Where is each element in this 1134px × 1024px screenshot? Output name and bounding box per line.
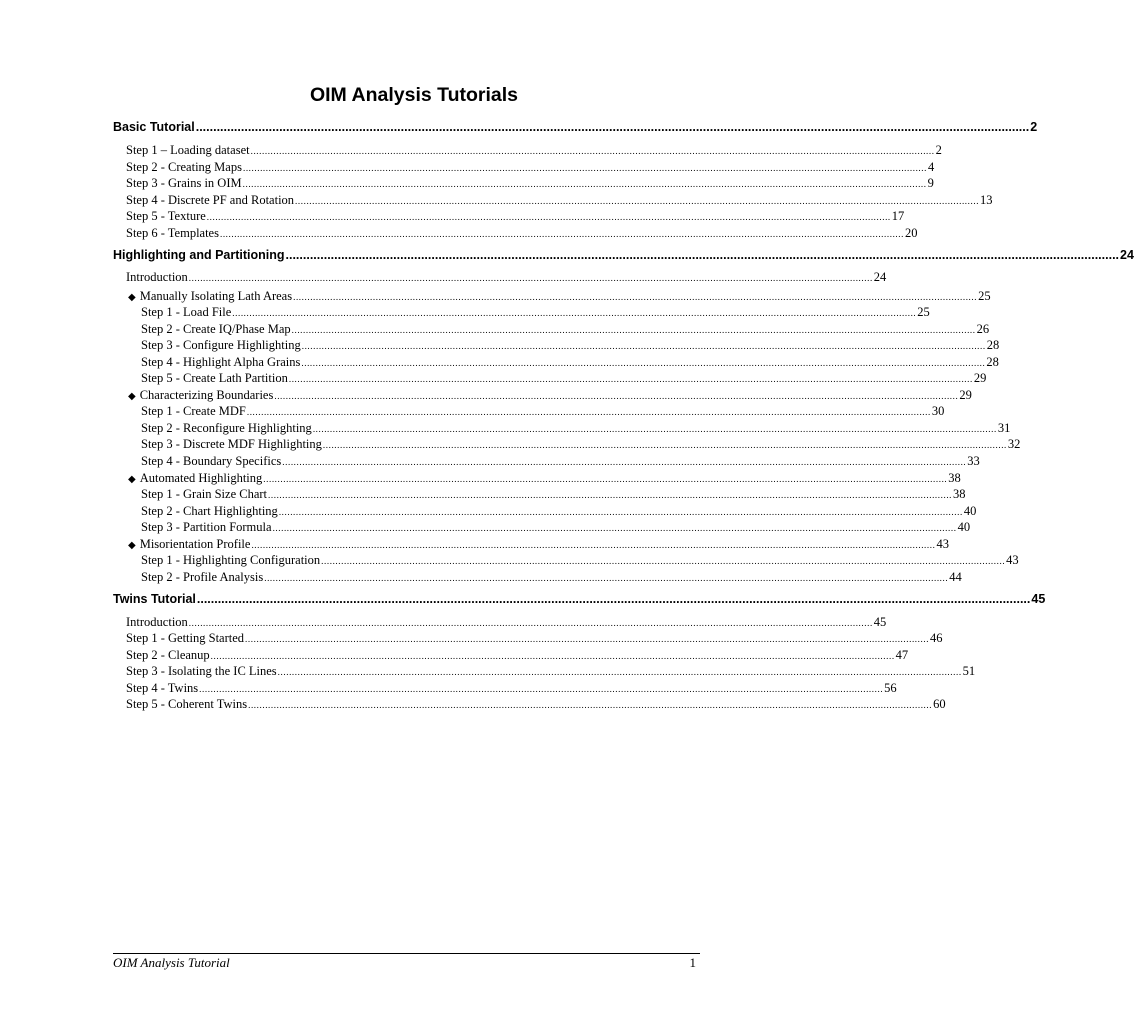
toc-entry-title: Step 1 - Load File bbox=[141, 305, 232, 319]
toc-entry-page: 47 bbox=[895, 648, 909, 662]
toc-entry-title: Step 5 - Create Lath Partition bbox=[141, 371, 288, 385]
toc-dot-leader: ................................................................................................................................................................................................................................................ bbox=[195, 120, 1030, 134]
toc-entry-title: Step 3 - Grains in OIM bbox=[126, 176, 242, 190]
toc-entry[interactable] bbox=[126, 629, 943, 647]
toc-entry-title: Characterizing Boundaries bbox=[139, 388, 274, 402]
toc-dot-leader: ................................................................................................................................................................................................................................................ bbox=[188, 618, 873, 628]
toc-entry-page: 28 bbox=[986, 355, 999, 369]
footer-page-number: 1 bbox=[689, 955, 696, 970]
toc-dot-leader: ................................................................................................................................................................................................................................................ bbox=[291, 325, 976, 335]
toc-dot-leader: ................................................................................................................................................................................................................................................ bbox=[282, 457, 967, 467]
toc-entry-page: 44 bbox=[949, 570, 962, 584]
toc-dot-leader: ................................................................................................................................................................................................................................................ bbox=[322, 440, 1007, 450]
toc-entry-page: 24 bbox=[873, 270, 887, 284]
toc-entry[interactable] bbox=[113, 118, 1038, 136]
toc-dot-leader: ................................................................................................................................................................................................................................................ bbox=[246, 407, 931, 417]
toc-dot-leader: ................................................................................................................................................................................................................................................ bbox=[242, 163, 927, 173]
toc-entry-title: Step 6 - Templates bbox=[126, 226, 219, 240]
toc-dot-leader: ................................................................................................................................................................................................................................................ bbox=[232, 308, 917, 318]
toc-entry-page: 43 bbox=[936, 537, 949, 551]
toc-entry[interactable] bbox=[141, 402, 945, 420]
toc-dot-leader: ................................................................................................................................................................................................................................................ bbox=[288, 374, 973, 384]
toc-entry-title: Automated Highlighting bbox=[139, 471, 263, 485]
toc-entry-page: 40 bbox=[957, 520, 971, 534]
toc-entry-title: Step 1 – Loading dataset bbox=[126, 143, 250, 157]
toc-dot-leader: ................................................................................................................................................................................................................................................ bbox=[274, 391, 959, 401]
toc-dot-leader: ................................................................................................................................................................................................................................................ bbox=[219, 229, 904, 239]
toc-entry-title: Step 4 - Twins bbox=[126, 681, 199, 695]
toc-entry-page: 24 bbox=[1120, 248, 1134, 262]
toc-dot-leader: ................................................................................................................................................................................................................................................ bbox=[210, 651, 895, 661]
toc-entry-title: Step 5 - Texture bbox=[126, 209, 206, 223]
toc-dot-leader: ................................................................................................................................................................................................................................................ bbox=[251, 540, 936, 550]
toc-entry-title: Step 2 - Reconfigure Highlighting bbox=[141, 421, 312, 435]
toc-entry[interactable] bbox=[141, 303, 930, 321]
toc-dot-leader: ................................................................................................................................................................................................................................................ bbox=[285, 248, 1120, 262]
toc-entry[interactable] bbox=[126, 141, 942, 159]
toc-entry-title: Introduction bbox=[126, 615, 188, 629]
toc-entry[interactable] bbox=[141, 551, 1019, 569]
toc-entry-page: 30 bbox=[931, 404, 945, 418]
toc-dot-leader: ................................................................................................................................................................................................................................................ bbox=[301, 358, 986, 368]
toc-dot-leader: ................................................................................................................................................................................................................................................ bbox=[268, 490, 953, 500]
toc-dot-leader: ................................................................................................................................................................................................................................................ bbox=[301, 341, 986, 351]
toc-entry-page: 13 bbox=[980, 193, 993, 207]
toc-entry-title: Step 1 - Create MDF bbox=[141, 404, 246, 418]
diamond-bullet-icon: ◆ bbox=[128, 540, 136, 551]
toc-entry-title: Manually Isolating Lath Areas bbox=[139, 289, 293, 303]
toc-dot-leader: ................................................................................................................................................................................................................................................ bbox=[295, 196, 980, 206]
toc-entry-page: 2 bbox=[935, 143, 942, 157]
toc-dot-leader: ................................................................................................................................................................................................................................................ bbox=[248, 700, 933, 710]
toc-entry-title: Step 2 - Cleanup bbox=[126, 648, 210, 662]
toc-entry[interactable] bbox=[126, 695, 946, 713]
toc-entry-page: 46 bbox=[930, 631, 943, 645]
toc-dot-leader: ................................................................................................................................................................................................................................................ bbox=[264, 573, 949, 583]
toc-entry-page: 29 bbox=[973, 371, 987, 385]
toc-dot-leader: ................................................................................................................................................................................................................................................ bbox=[250, 146, 935, 156]
toc-entry-title: Step 3 - Configure Highlighting bbox=[141, 338, 301, 352]
toc-entry-title: Step 3 - Isolating the IC Lines bbox=[126, 664, 277, 678]
toc-entry-title: Misorientation Profile bbox=[139, 537, 251, 551]
toc-entry-page: 40 bbox=[963, 504, 977, 518]
toc-entry[interactable] bbox=[141, 435, 1021, 453]
toc-dot-leader: ................................................................................................................................................................................................................................................ bbox=[199, 684, 884, 694]
toc-entry-title: Twins Tutorial bbox=[113, 592, 196, 606]
toc-dot-leader: ................................................................................................................................................................................................................................................ bbox=[206, 212, 891, 222]
toc-entry-page: 43 bbox=[1006, 553, 1019, 567]
toc-dot-leader: ................................................................................................................................................................................................................................................ bbox=[312, 424, 997, 434]
toc-entry-title: Step 2 - Creating Maps bbox=[126, 160, 242, 174]
toc-entry[interactable] bbox=[113, 590, 1046, 608]
toc-dot-leader: ................................................................................................................................................................................................................................................ bbox=[263, 474, 948, 484]
toc-entry-page: 51 bbox=[962, 664, 976, 678]
toc-entry-title: Step 4 - Highlight Alpha Grains bbox=[141, 355, 301, 369]
toc-dot-leader: ................................................................................................................................................................................................................................................ bbox=[196, 592, 1031, 606]
toc-entry-page: 25 bbox=[978, 289, 991, 303]
toc-entry-title: Step 1 - Grain Size Chart bbox=[141, 487, 268, 501]
toc-dot-leader: ................................................................................................................................................................................................................................................ bbox=[245, 634, 930, 644]
toc-entry[interactable] bbox=[141, 452, 980, 470]
toc-entry-title: Basic Tutorial bbox=[113, 120, 195, 134]
toc-entry-page: 9 bbox=[927, 176, 934, 190]
toc-entry-page: 26 bbox=[976, 322, 990, 336]
toc-entry-page: 20 bbox=[904, 226, 918, 240]
diamond-bullet-icon: ◆ bbox=[128, 292, 136, 303]
toc-entry-title: Step 4 - Boundary Specifics bbox=[141, 454, 282, 468]
toc-entry-page: 33 bbox=[967, 454, 980, 468]
page-title: OIM Analysis Tutorials bbox=[309, 84, 519, 106]
footer-divider bbox=[113, 953, 700, 954]
toc-entry-title: Step 4 - Discrete PF and Rotation bbox=[126, 193, 295, 207]
toc-entry-page: 60 bbox=[933, 697, 946, 711]
toc-entry[interactable] bbox=[126, 662, 976, 680]
toc-entry-title: Step 2 - Create IQ/Phase Map bbox=[141, 322, 291, 336]
toc-entry[interactable] bbox=[126, 174, 934, 192]
toc-entry-page: 28 bbox=[986, 338, 1000, 352]
toc-dot-leader: ................................................................................................................................................................................................................................................ bbox=[278, 507, 963, 517]
toc-entry-title: Step 2 - Profile Analysis bbox=[141, 570, 264, 584]
toc-entry-page: 17 bbox=[891, 209, 905, 223]
toc-entry-page: 29 bbox=[959, 388, 972, 402]
toc-entry-page: 38 bbox=[948, 471, 961, 485]
toc-entry-page: 32 bbox=[1007, 437, 1021, 451]
toc-entry-page: 56 bbox=[884, 681, 897, 695]
toc-entry[interactable] bbox=[141, 369, 987, 387]
toc-entry-page: 38 bbox=[953, 487, 966, 501]
toc-entry-title: Step 3 - Discrete MDF Highlighting bbox=[141, 437, 322, 451]
toc-entry-title: Step 1 - Highlighting Configuration bbox=[141, 553, 321, 567]
footer-document-name: OIM Analysis Tutorial bbox=[113, 955, 230, 970]
toc-entry-title: Step 3 - Partition Formula bbox=[141, 520, 272, 534]
diamond-bullet-icon: ◆ bbox=[128, 391, 136, 402]
toc-entry-title: Step 2 - Chart Highlighting bbox=[141, 504, 278, 518]
toc-dot-leader: ................................................................................................................................................................................................................................................ bbox=[242, 179, 927, 189]
toc-entry[interactable] bbox=[141, 485, 966, 503]
toc-entry-title: Highlighting and Partitioning bbox=[113, 248, 285, 262]
toc-entry[interactable] bbox=[141, 568, 962, 586]
toc-entry-title: Introduction bbox=[126, 270, 188, 284]
toc-dot-leader: ................................................................................................................................................................................................................................................ bbox=[277, 667, 962, 677]
toc-entry-page: 2 bbox=[1030, 120, 1038, 134]
toc-entry[interactable] bbox=[113, 246, 1134, 264]
toc-entry[interactable] bbox=[126, 207, 905, 225]
toc-entry-title: Step 1 - Getting Started bbox=[126, 631, 245, 645]
toc-entry[interactable] bbox=[126, 268, 887, 286]
toc-entry[interactable] bbox=[126, 224, 918, 242]
toc-dot-leader: ................................................................................................................................................................................................................................................ bbox=[272, 523, 957, 533]
toc-entry-title: Step 5 - Coherent Twins bbox=[126, 697, 248, 711]
toc-dot-leader: ................................................................................................................................................................................................................................................ bbox=[321, 556, 1006, 566]
toc-entry[interactable] bbox=[141, 518, 971, 536]
toc-entry-page: 45 bbox=[873, 615, 887, 629]
toc-entry[interactable] bbox=[141, 336, 1000, 354]
toc-dot-leader: ................................................................................................................................................................................................................................................ bbox=[188, 273, 873, 283]
diamond-bullet-icon: ◆ bbox=[128, 474, 136, 485]
toc-entry-page: 25 bbox=[917, 305, 930, 319]
toc-entry-page: 31 bbox=[997, 421, 1011, 435]
toc-entry-page: 45 bbox=[1031, 592, 1046, 606]
toc-dot-leader: ................................................................................................................................................................................................................................................ bbox=[293, 292, 978, 302]
toc-entry-page: 4 bbox=[927, 160, 935, 174]
